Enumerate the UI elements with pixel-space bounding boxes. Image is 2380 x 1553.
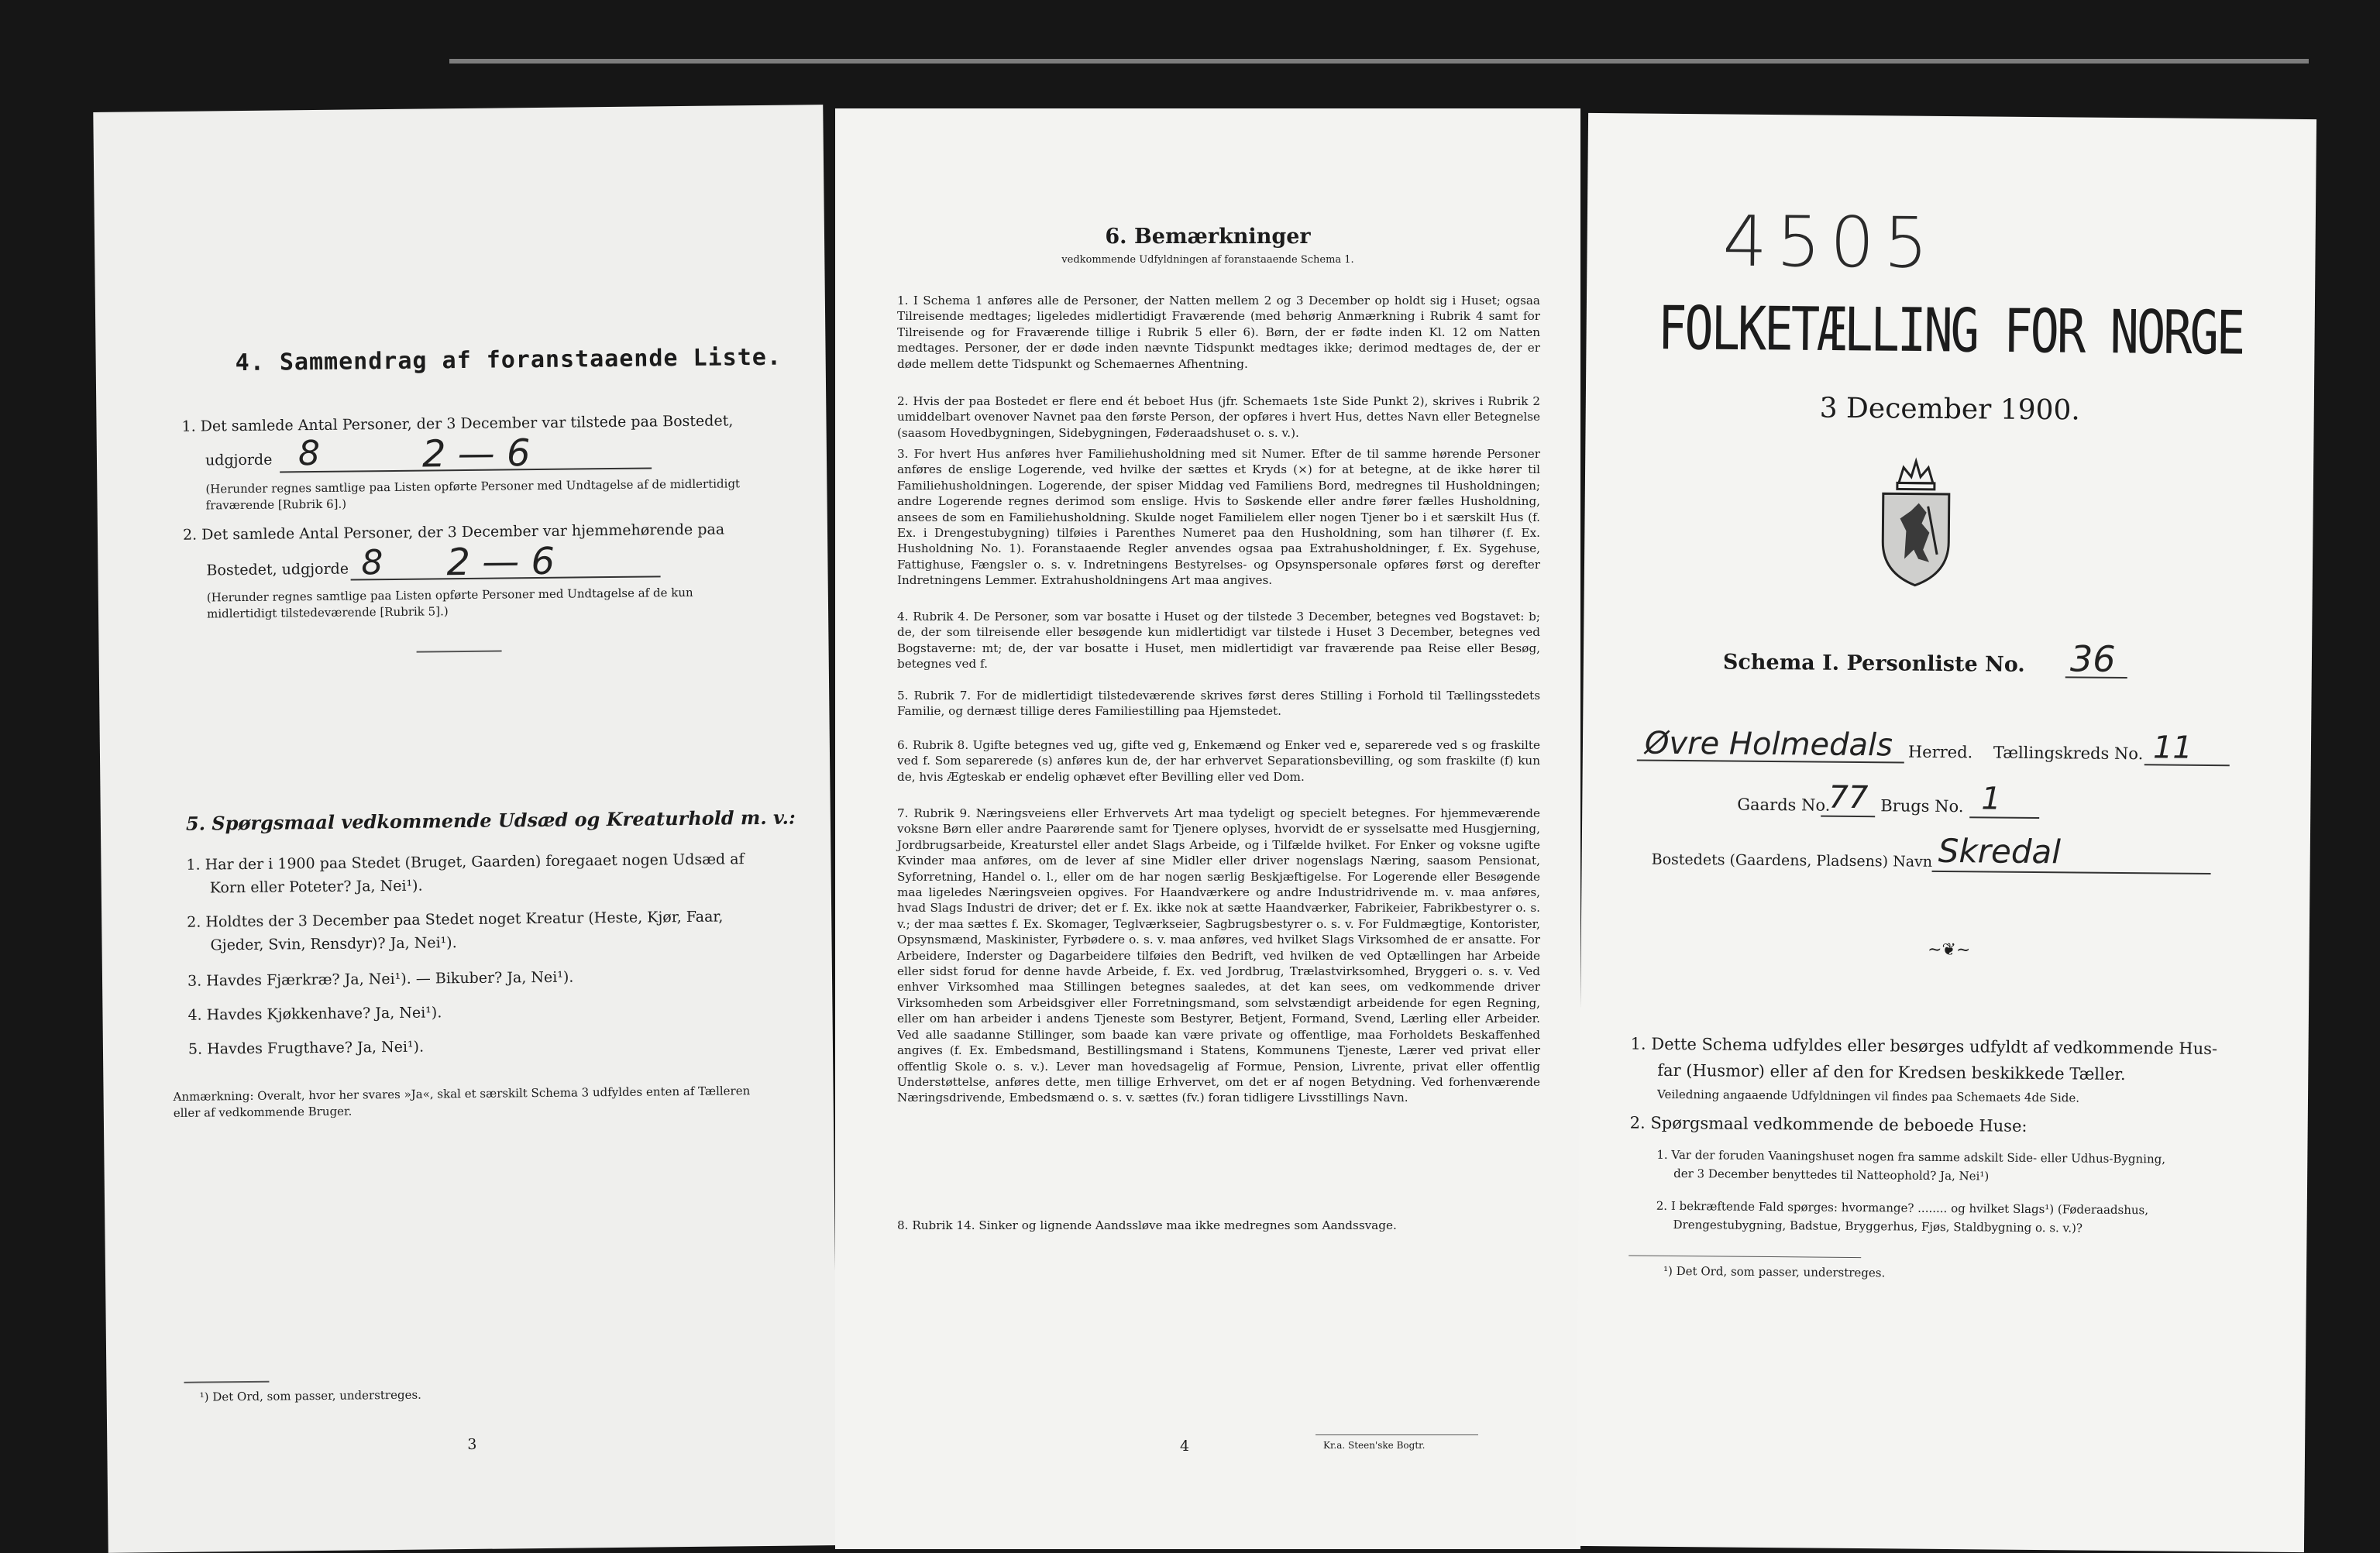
question-2a: 2. Holdtes der 3 December paa Stedet noget Kreatur (Heste, Kjør, Faar, (187, 908, 724, 931)
instruction-1c: Veiledning angaaende Udfyldningen vil findes paa Schemaets 4de Side. (1656, 1087, 2080, 1105)
section-4-heading: 4. Sammendrag af foranstaaende Liste. (235, 343, 782, 377)
summary-item-1-note: (Herunder regnes samtlige paa Listen opførte Personer med Undtagelse af de midlertidigt fraværende [Rubrik 6].) (205, 476, 741, 513)
census-title: FOLKETÆLLING FOR NORGE (1657, 292, 2244, 369)
section-5-heading: 5. Spørgsmaal vedkommende Udsæd og Kreaturhold m. v.: (185, 806, 796, 835)
bosted-line (1932, 871, 2211, 874)
schema-label: Schema I. Personliste No. (1722, 650, 2025, 677)
instruction-2-1a: 1. Var der foruden Vaaningshuset nogen fra samme adskilt Side- eller Udhus-Bygning, (1656, 1147, 2166, 1166)
right-page (1576, 113, 2316, 1552)
instruction-2: 2. Spørgsmaal vedkommende de beboede Huse: (1629, 1113, 2027, 1136)
footnote-rule (184, 1381, 269, 1383)
annotation-note: Anmærkning: Overalt, hvor her svares »Ja«, skal et særskilt Schema 3 udfyldes enten af Tælleren eller af vedkommende Bruger. (173, 1084, 751, 1120)
kreds-line (2144, 764, 2230, 766)
brugs-number: 1 (1981, 781, 2002, 817)
instruction-1b: far (Husmor) eller af den for Kredsen beskikkede Tæller. (1657, 1060, 2126, 1084)
question-3: 3. Havdes Fjærkræ? Ja, Nei¹). — Bikuber? Ja, Nei¹). (187, 968, 574, 990)
instruction-2-1b: der 3 December benyttedes til Natteophold? Ja, Nei¹) (1673, 1166, 1990, 1184)
page-number: 3 (467, 1435, 477, 1454)
middle-page (835, 108, 1580, 1549)
personliste-number: 36 (2069, 637, 2116, 680)
ornament-divider: ~❦~ (1927, 940, 1971, 960)
instruction-2-2b: Drengestubygning, Badstue, Bryggerhus, Fjøs, Staldbygning o. s. v.)? (1673, 1217, 2083, 1235)
divider (417, 650, 502, 652)
bosted-label: Bostedets (Gaardens, Pladsens) Navn (1651, 850, 1933, 871)
gaards-line (1821, 816, 1875, 818)
question-4: 4. Havdes Kjøkkenhave? Ja, Nei¹). (187, 1004, 442, 1024)
summary-item-1-prefix: udgjorde (205, 451, 273, 469)
herred-label: Herred. (1907, 742, 1973, 762)
remark-3: 3. For hvert Hus anføres hver Familiehusholdning med sit Numer. Efter de til samme hørende Personer anføres de enslige Logerende, ved hvilke der sættes et Kryds (×) for at betegne, at de ikke hører til Familiehusholdningen. Logerende, der spiser Middag ved Familiens Bord, medregnes til Husholdningen; andre Logerende regnes derimod som enslige. Hvis to Søskende eller andre fører fælles Husholdning, ansees de som en Familiehusholdning. Skulde noget Familielem eller nogen Tjener bo i et særskilt Hus (f. Ex. i Drengestubygning) tilføies i Parenthes Numeret paa den Husholdning, som han tilhører (f. Ex. Husholdning No. 1). Foranstaaende Regler anvendes ogsaa paa Extrahusholdninger, f. Ex. Sygehuse, Fattighuse, Fængsler o. s. v. Indretningens Bestyrelses- og Opsynspersonale opføres først og derefter Indretningens Lemmer. Extrahusholdningens Art maa angives. (897, 447, 1540, 588)
remark-1: 1. I Schema 1 anføres alle de Personer, der Natten mellem 2 og 3 December op holdt sig i Huset; ogsaa Tilreisende medtages; ligeledes midlertidigt Fraværende (med behørig Anmærkning i Rubrik 4 samt for Tilreisende og for Fraværende tillige i Rubrik 5 eller 6). Børn, der er fødte inden Kl. 12 om Natten medtages. Personer, der er døde inden nævnte Tidspunkt medtages ikke; derimod medtages de, der er døde mellem dette Tidspunkt og Schemaernes Afhentning. (897, 294, 1540, 371)
remark-2: 2. Hvis der paa Bostedet er flere end ét beboet Hus (jfr. Schemaets 1ste Side Punkt 2), skrives i Rubrik 2 umiddelbart ovenover Navnet paa den første Person, der opføres i hvert Hus, dettes Navn eller Betegnelse (saasom Hovedbygningen, Sidebygningen, Føderaadshuset o. s. v.). (897, 394, 1540, 440)
instruction-1a: 1. Dette Schema udfyldes eller besørges udfyldt af vedkommende Hus- (1630, 1034, 2218, 1059)
printer-rule (1316, 1434, 1478, 1435)
footnote: ¹) Det Ord, som passer, understreges. (1663, 1263, 1886, 1280)
summary-item-1: 1. Det samlede Antal Personer, der 3 December var tilstede paa Bostedet, (181, 412, 734, 435)
census-date: 3 December 1900. (1819, 392, 2081, 427)
left-page (93, 105, 837, 1553)
question-1b: Korn eller Poteter? Ja, Nei¹). (209, 877, 423, 897)
remark-7: 7. Rubrik 9. Næringsveiens eller Erhvervets Art maa tydeligt og specielt betegnes. For hjemmeværende voksne Børn eller andre Paarørende samt for Tjenere oplyses, hvorvidt de er sysselsatte med Husgjerning, Jordbrugsarbeide, Kreaturstel eller andet Slags Arbeide, og i Tilfælde hvilket. For Enker og voksne ugifte Kvinder maa anføres, om de lever af sine Midler eller driver nogenslags Næring, saasom Pensionat, Syforretning, Handel o. l., eller om de har nogen særlig Beskjæftigelse. For Logerende eller Besøgende maa ligeledes Næringsveien opgives. For Haandværkere og andre Industridrivende m. v. maa anføres, hvad Slags Industri de driver; det er f. Ex. ikke nok at sætte Haandværker, Fabrikeier, Fabrikbestyrer o. s. v.; der maa sættes f. Ex. Skomager, Teglværkseier, Sagbrugsbestyrer o. s. v. For Fuldmægtige, Kontorister, Opsynsmænd, Maskinister, Fyrbødere o. s. v. maa anføres, ved hvilket Slags Virksomhed de er ansatte. For Arbeidere, Inderster og Dagarbeidere tilføies den Bedrift, ved hvilken de ved Optællingen har Arbeide eller sidst forud for denne havde Arbeide, f. Ex. ved Jordbrug, Trælastvirksomhed, Bryggeri o. s. v. Ved enhver Virksomhed maa Stillingen betegnes saaledes, at det kan sees, om vedkommende driver Virksomheden som Arbeidsgiver eller Forretningsmand, som selvstændigt arbeidende for egen Regning, eller om han arbeider i andens Tjeneste som Bestyrer, Betjent, Formand, Svend, Lærling eller Arbeider. Ved alle saadanne Stillinger, som baade kan være private og offentlige, maa Forholdets Beskaffenhed angives (f. Ex. Embedsmand, Bestillingsmand i Statens, Kommunens Tjeneste, Lærer ved privat eller offentlig Skole o. s. v.). Lever man hovedsagelig af Formue, Pension, Livrente, privat eller offentlig Understøttelse, anføres dette, men tillige Erhvervet, om det er af nogen Betydning. Ved forhenværende Næringsdrivende, Embedsmænd o. s. v. sættes (fv.) foran tidligere Livsstillings Navn. (897, 806, 1540, 1105)
summary-item-1-count: 8 (298, 433, 321, 474)
instruction-2-2a: 2. I bekræftende Fald spørges: hvormange? ........ og hvilket Slags¹) (Føderaadshus, (1656, 1198, 2149, 1218)
summary-item-2-note: (Herunder regnes samtlige paa Listen opførte Personer med Undtagelse af de kun midlertidigt tilstedeværende [Rubrik 5].) (206, 585, 693, 621)
brugs-label: Brugs No. (1880, 796, 1964, 816)
summary-item-2-prefix: Bostedet, udgjorde (206, 560, 349, 579)
question-2b: Gjeder, Svin, Rensdyr)? Ja, Nei¹). (210, 934, 457, 954)
summary-item-2-count: 8 (361, 543, 383, 583)
remarks-title: 6. Bemærkninger (1105, 225, 1311, 249)
brugs-line (1969, 816, 2039, 819)
question-1a: 1. Har der i 1900 paa Stedet (Bruget, Gaarden) foregaaet nogen Udsæd af (186, 850, 745, 874)
footnote: ¹) Det Ord, som passer, understreges. (199, 1387, 421, 1404)
printer-imprint: Kr.a. Steen'ske Bogtr. (1323, 1440, 1426, 1451)
remark-5: 5. Rubrik 7. For de midlertidigt tilstedeværende skrives først deres Stilling i Forhold til Tællingsstedets Familie, og dernæst tillige deres Familiestilling paa Hjemstedet. (897, 689, 1540, 719)
bosted-name: Skredal (1938, 831, 2062, 871)
remark-6: 6. Rubrik 8. Ugifte betegnes ved ug, gifte ved g, Enkemænd og Enker ved e, separerede ved s og fraskilte ved f. Som separerede (s) anføres kun de, der har erhvervet Separationsbevilling, og som fraskilte (f) kun de, hvis Ægteskab er endelig ophævet efter Bevilling eller ved Dom. (897, 738, 1540, 784)
summary-item-1-breakdown: 2 — 6 (421, 431, 531, 476)
scan-top-edge (449, 59, 2309, 64)
footnote-rule (1629, 1255, 1861, 1258)
gaards-number: 77 (1828, 779, 1869, 816)
kreds-number: 11 (2152, 730, 2193, 766)
summary-item-2: 2. Det samlede Antal Personer, der 3 December var hjemmehørende paa (182, 521, 725, 544)
summary-item-2-breakdown: 2 — 6 (446, 539, 555, 585)
question-5: 5. Havdes Frugthave? Ja, Nei¹). (187, 1038, 425, 1058)
herred-name: Øvre Holmedals (1644, 725, 1893, 764)
gaards-label: Gaards No. (1737, 795, 1831, 815)
norwegian-coat-of-arms-icon (1875, 456, 1957, 589)
kreds-label: Tællingskreds No. (1993, 743, 2144, 764)
page-number: 4 (1180, 1438, 1190, 1455)
remarks-subtitle: vedkommende Udfyldningen af foranstaaende Schema 1. (1061, 254, 1354, 266)
remark-8: 8. Rubrik 14. Sinker og lignende Aandssløve maa ikke medregnes som Aandssvage. (897, 1218, 1397, 1232)
remark-4: 4. Rubrik 4. De Personer, som var bosatte i Huset og der tilstede 3 December, betegnes ved Bogstavet: b; de, der som tilreisende eller besøgende kun midlertidigt var tilstede i Huset 3 December, betegnes ved Bogstaverne: mt; de, der var bosatte i Huset, men midlertidigt var fraværende paa Reise eller Besøg, betegnes ved f. (897, 610, 1540, 672)
handwritten-archive-number: 4505 (1722, 201, 1938, 284)
